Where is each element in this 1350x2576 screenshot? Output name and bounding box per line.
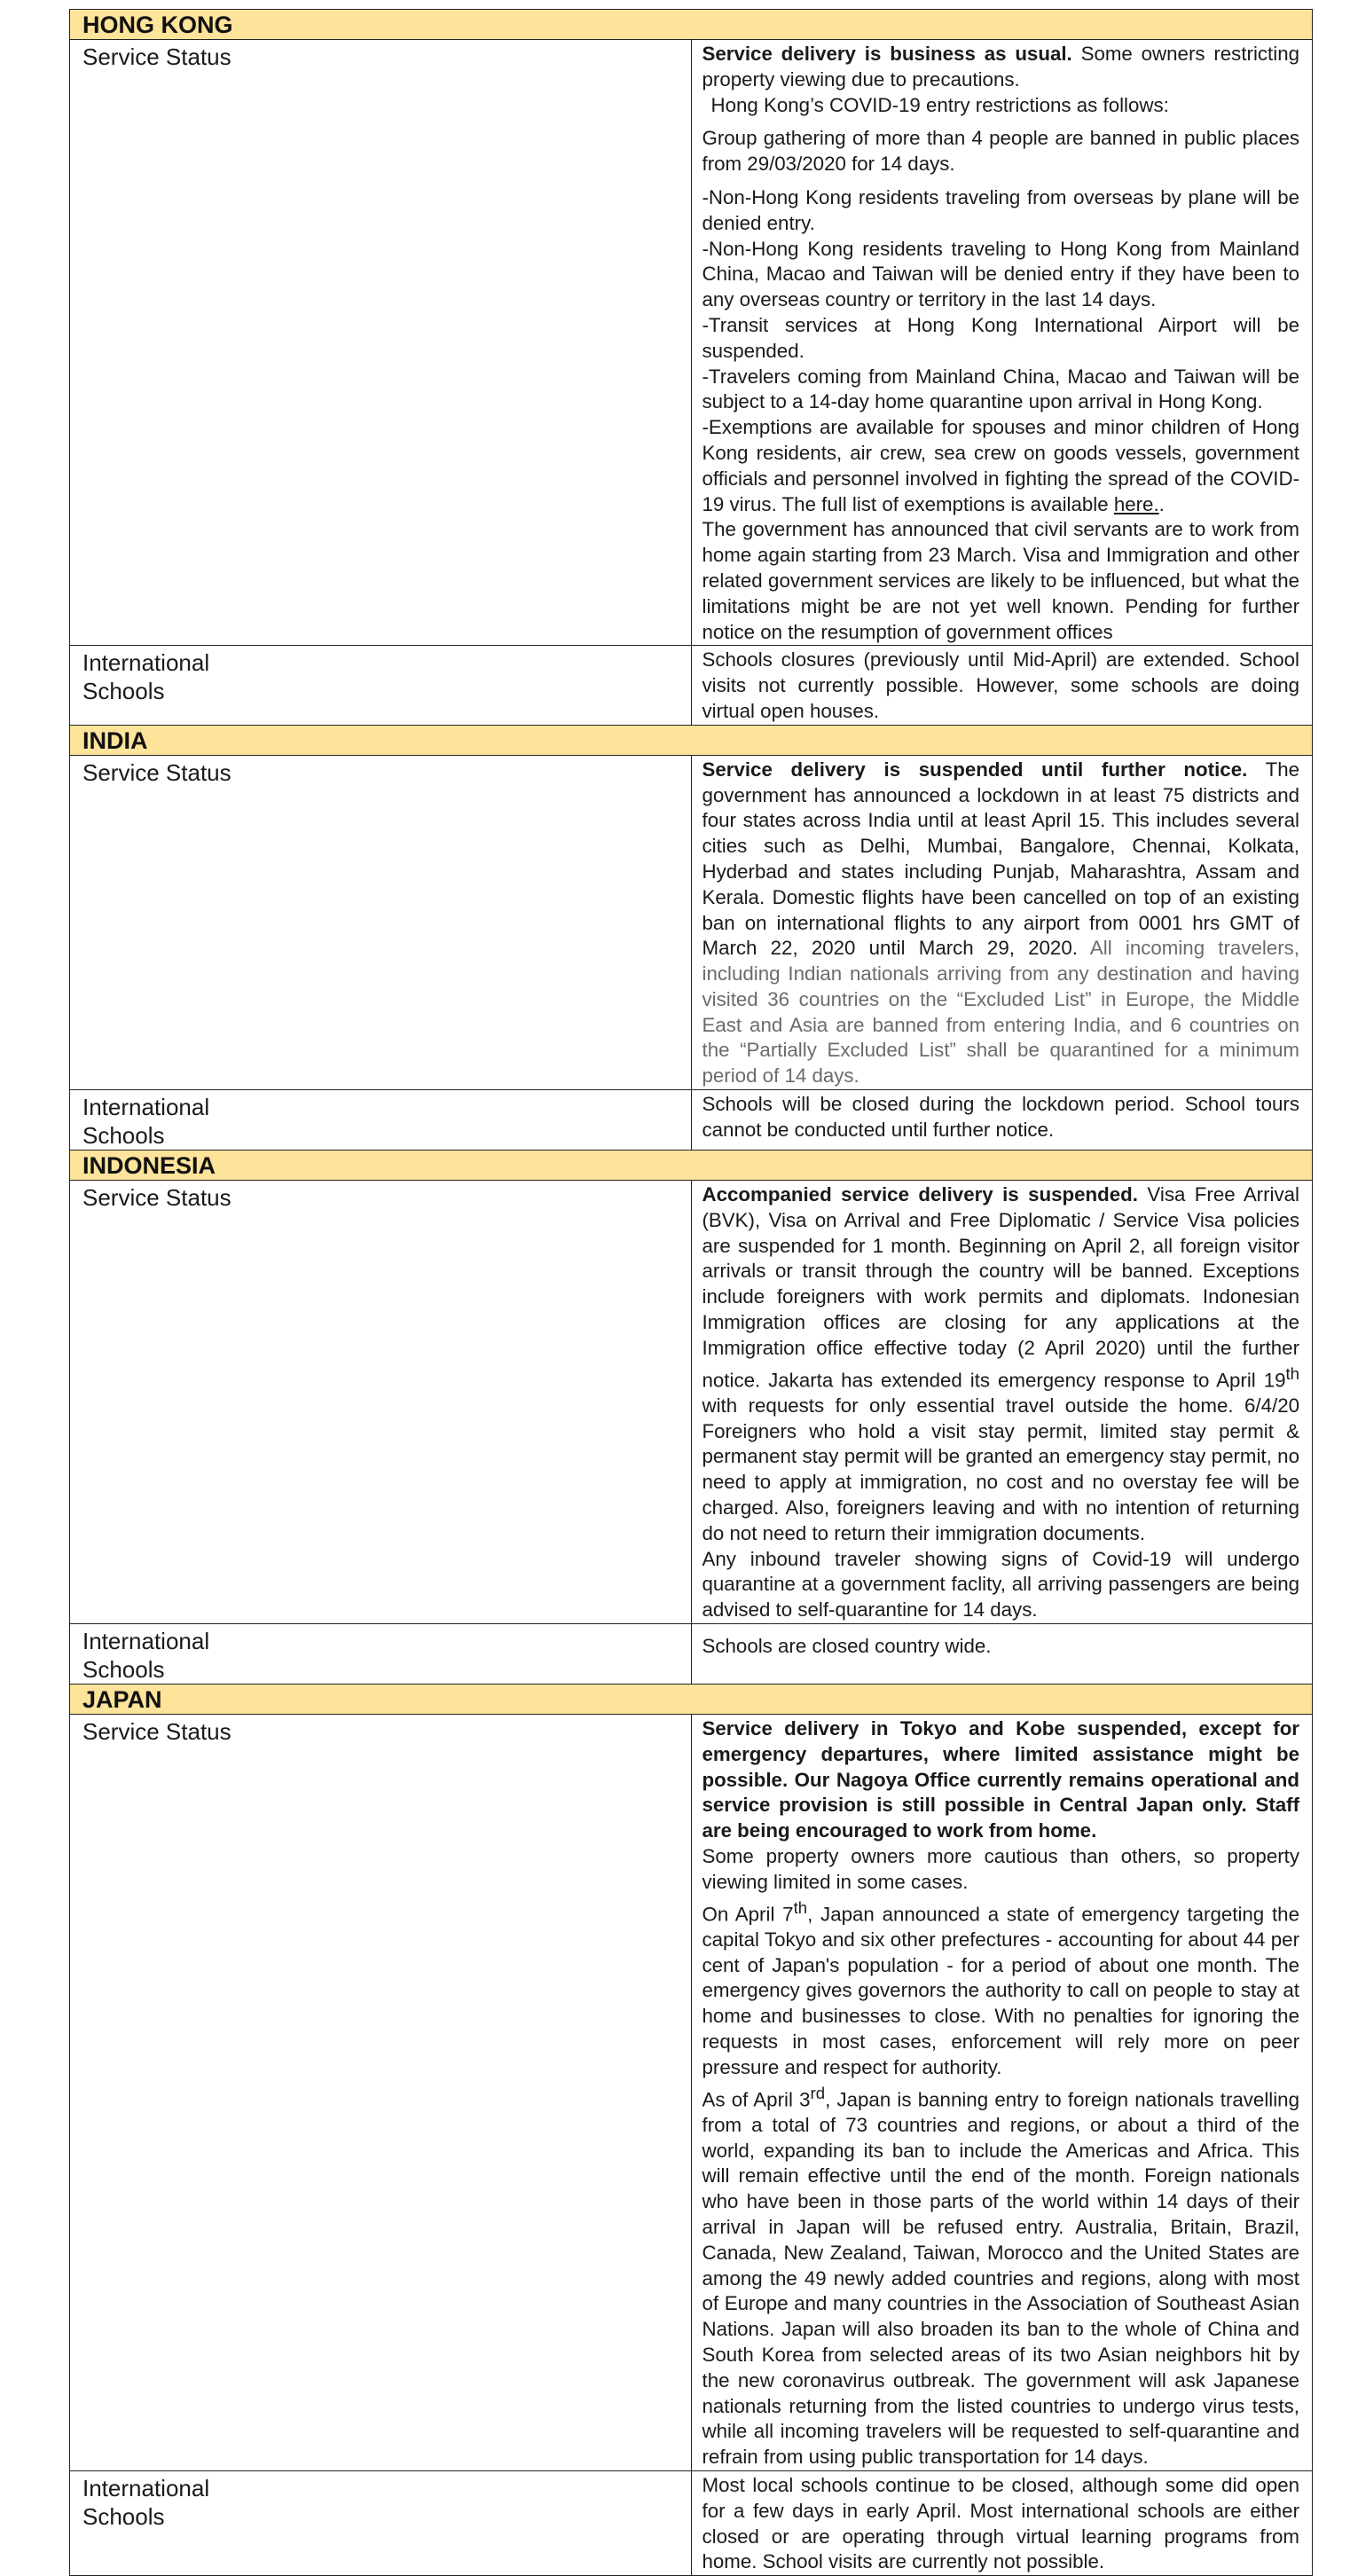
status-text: The government has announced a lockdown in at least 75 districts and four states across India until at least April 15. This includes several cities such as Delhi, Mumbai, Bangalore, Chennai, Kolkata, Hyderbad and states including Punjab, Maharashtra, Assam and Kerala. Domestic flights have been cancelled on top of an existing ban on international flights to any airport from 0001 hrs GMT of March 22, 2020 until March 29, 2020.	[702, 758, 1299, 960]
label-line: International	[82, 2475, 210, 2501]
status-lead: Service delivery in Tokyo and Kobe suspended, except for emergency departures, where limited assistance might be possible. Our Nagoya Office currently remains operational and service provision is still possible in Central Japan only. Staff are being encouraged to work from home.	[702, 1717, 1299, 1842]
status-text-gray: All incoming travelers, including Indian nationals arriving from any destination and having visited 36 countries on the “Excluded List” in Europe, the Middle East and Asia are banned from entering India, and 6 countries on the “Partially Excluded List” shall be quarantined for a minimum period of 14 days.	[702, 937, 1300, 1088]
international-schools-row	[70, 1624, 1313, 1685]
document-page	[69, 9, 1313, 2576]
country-title: HONG KONG	[70, 10, 1313, 40]
service-status-row	[70, 40, 1313, 646]
country-header-indonesia	[70, 1151, 1313, 1181]
schools-text: Schools are closed country wide.	[702, 1635, 992, 1658]
punctuation: .	[1158, 492, 1165, 515]
service-status-row	[70, 1715, 1313, 2471]
government-notice: The government has announced that civil servants are to work from home again starting from 23 March. Visa and Immigration and other related government services are likely to be influenced, but what the limitations might be are not yet well known. Pending for further notice on the resumption of government offices	[702, 518, 1299, 643]
restriction-item: -Non-Hong Kong residents traveling to Hong Kong from Mainland China, Macao and Taiwan will be denied entry if they have been to any overseas country or territory in the last 14 days.	[702, 237, 1299, 311]
row-label	[70, 646, 692, 725]
quarantine-text: Any inbound traveler showing signs of Covid-19 will undergo quarantine at a government faclity, all arriving passengers are being advised to self-quarantine for 14 days.	[702, 1547, 1299, 1622]
emergency-text: On April 7	[702, 1903, 794, 1926]
status-text: Some owners restricting property viewing due to precautions.	[702, 43, 1299, 90]
entry-ban-text: As of April 3	[702, 2088, 811, 2111]
label-line: Schools	[82, 2503, 165, 2530]
country-title: INDIA	[70, 725, 1313, 755]
service-status-row	[70, 1181, 1313, 1624]
label-line: International	[82, 1094, 210, 1121]
group-gathering-text: Group gathering of more than 4 people are banned in public places from 29/03/2020 for 14 days.	[702, 127, 1299, 176]
service-status-content	[691, 1181, 1313, 1624]
row-label	[70, 2471, 692, 2576]
country-status-table	[69, 9, 1313, 2576]
international-schools-row	[70, 646, 1313, 725]
entry-ban-text: , Japan is banning entry to foreign nationals travelling from a total of 73 countries and regions, or about a third of the world, expanding its ban to include the Americas and Africa. This will remain effective until the end of the month. Foreign nationals who have been in those parts of the world within 14 days of their arrival in Japan will be refused entry. Australia, Britain, Brazil, Canada, New Zealand, Taiwan, Morocco and the United States are among the 49 newly added countries and regions, along with most of Europe and many countries in the Association of Southeast Asian Nations. Japan will also broaden its ban to the whole of China and South Korea from selected areas of its two Asian neighbors hit by the new coronavirus outbreak. The government will ask Japanese nationals returning from the listed countries to undergo virus tests, while all incoming travelers will be requested to self-quarantine and refrain from using public transportation for 14 days.	[702, 2088, 1299, 2469]
label-line: Schools	[82, 1656, 165, 1684]
restriction-item: -Non-Hong Kong residents traveling from overseas by plane will be denied entry.	[702, 185, 1299, 234]
international-schools-row	[70, 1090, 1313, 1151]
row-label: Service Status	[70, 1715, 692, 2471]
schools-content: Most local schools continue to be closed, although some did open for a few days in early April. Most international schools are either closed or are operating through virtual learning programs from home. School visits are currently not possible.	[691, 2471, 1313, 2576]
international-schools-row	[70, 2471, 1313, 2576]
exemptions-link[interactable]: here.	[1113, 492, 1159, 515]
property-text: Some property owners more cautious than others, so property viewing limited in some cases.	[702, 1845, 1299, 1893]
service-status-content	[691, 755, 1313, 1089]
service-status-row	[70, 755, 1313, 1089]
country-title: JAPAN	[70, 1685, 1313, 1715]
row-label	[70, 1624, 692, 1685]
restriction-item: -Transit services at Hong Kong International Airport will be suspended.	[702, 313, 1299, 362]
country-header-japan	[70, 1685, 1313, 1715]
status-text: Visa Free Arrival (BVK), Visa on Arrival and Free Diplomatic / Service Visa policies are suspended for 1 month. Beginning on April 2, all foreign visitor arrivals or transit through the country will be banned. Exceptions include foreigners with work permits and diplomats. Indonesian Immigration offices are closing for any applications at the Immigration office effective today (2 April 2020) until the further notice. Jakarta has extended its emergency response to April 19	[702, 1183, 1299, 1392]
emergency-text: , Japan announced a state of emergency targeting the capital Tokyo and six other prefectures - accounting for about 44 per cent of Japan's population - for a period of about one month. The emergency gives governors the authority to call on people to stay at home and businesses to close. With no penalties for ignoring the requests in most cases, enforcement will rely more on peer pressure and respect for authority.	[702, 1903, 1299, 2078]
country-title: INDONESIA	[70, 1151, 1313, 1181]
row-label: Service Status	[70, 1181, 692, 1624]
status-text: with requests for only essential travel outside the home. 6/4/20 Foreigners who hold a visit stay permit, limited stay permit & permanent stay permit will be granted an emergency stay permit, no need to apply at immigration, no cost and no overstay fee will be charged. Also, foreigners leaving and with no intention of returning do not need to return their immigration documents.	[702, 1394, 1299, 1544]
service-status-content	[691, 40, 1313, 646]
row-label: Service Status	[70, 755, 692, 1089]
superscript: rd	[810, 2083, 826, 2102]
schools-content: Schools closures (previously until Mid-April) are extended. School visits not currently possible. However, some schools are doing virtual open houses.	[691, 646, 1313, 725]
superscript: th	[793, 1897, 808, 1917]
row-label: Service Status	[70, 40, 692, 646]
label-line: International	[82, 1628, 210, 1655]
status-lead: Service delivery is suspended until further notice.	[702, 758, 1248, 781]
country-header-india	[70, 725, 1313, 755]
schools-content	[691, 1624, 1313, 1685]
status-lead: Service delivery is business as usual.	[702, 43, 1072, 65]
service-status-content	[691, 1715, 1313, 2471]
label-line: International	[82, 649, 210, 677]
row-label	[70, 1090, 692, 1151]
country-header-hong-kong	[70, 10, 1313, 40]
superscript: th	[1285, 1363, 1299, 1383]
label-line: Schools	[82, 1122, 165, 1150]
entry-intro: Hong Kong’s COVID-19 entry restrictions as follows:	[710, 93, 1169, 116]
schools-content: Schools will be closed during the lockdown period. School tours cannot be conducted until further notice.	[691, 1090, 1313, 1151]
restriction-item: -Travelers coming from Mainland China, Macao and Taiwan will be subject to a 14-day home quarantine upon arrival in Hong Kong.	[702, 365, 1299, 413]
restriction-item: -Exemptions are available for spouses and minor children of Hong Kong residents, air crew, sea crew on goods vessels, government officials and personnel involved in fighting the spread of the COVID-19 virus. The full list of exemptions is available	[702, 416, 1299, 515]
label-line: Schools	[82, 678, 165, 705]
status-lead: Accompanied service delivery is suspended.	[702, 1183, 1138, 1206]
